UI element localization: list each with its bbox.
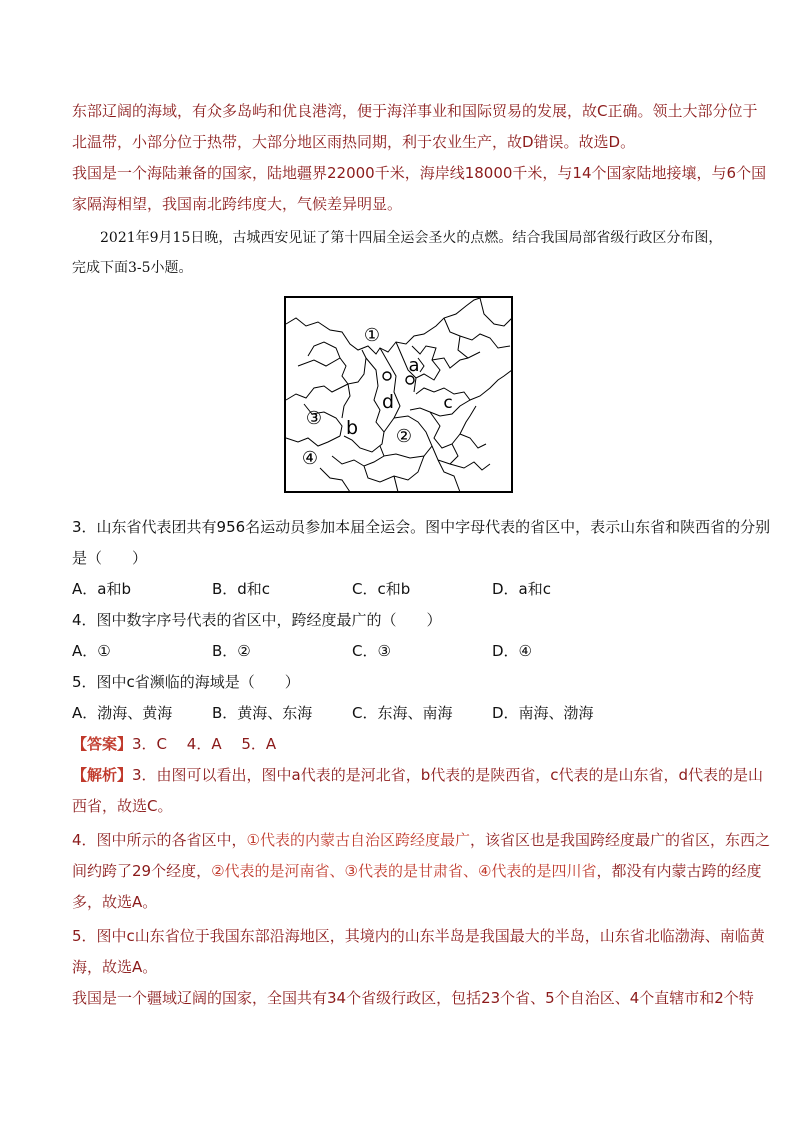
q5-option-d[interactable]: D．南海、渤海: [492, 704, 594, 722]
label-b: b: [345, 417, 359, 439]
analysis-4b: ②代表的是河南省、③代表的是甘肃省、④代表的是四川省: [211, 862, 597, 880]
q3-option-a[interactable]: A．a和b: [72, 580, 131, 598]
q5-option-c[interactable]: C．东海、南海: [352, 704, 453, 722]
q4-option-d[interactable]: D．④: [492, 642, 532, 660]
analysis-3c: ，该省区也是我国跨经度最广的省区，东西之: [470, 831, 771, 849]
analysis-tag: 【解析】: [72, 766, 133, 784]
analysis-4a: 间约跨了29个经度，: [72, 862, 212, 880]
label-3: ③: [305, 408, 323, 429]
analysis-line-7: 海，故选A。: [72, 958, 158, 976]
analysis-line-6: 5．图中c山东省位于我国东部沿海地区，其境内的山东半岛是我国最大的半岛，山东省北临渤海、南临黄: [72, 927, 765, 945]
prompt-line-2: 完成下面3-5小题。: [72, 260, 193, 276]
q3-stem-1: 3．山东省代表团共有956名运动员参加本届全运会。图中字母代表的省区中，表示山东省和陕西省的分别: [72, 518, 771, 536]
map-frame: [285, 297, 512, 492]
q5-option-b[interactable]: B．黄海、东海: [212, 704, 313, 722]
q4-option-a[interactable]: A．①: [72, 642, 111, 660]
q4-stem: 4．图中数字序号代表的省区中，跨经度最广的（ ）: [72, 611, 442, 629]
q3-stem-2: 是（ ）: [72, 549, 148, 567]
intro-line-4: 家隔海相望，我国南北跨纬度大，气候差异明显。: [72, 195, 403, 213]
label-a: a: [408, 355, 420, 376]
label-c: c: [443, 393, 453, 413]
q3-option-d[interactable]: D．a和c: [492, 580, 551, 598]
q4-option-b[interactable]: B．②: [212, 642, 251, 660]
q5-option-a[interactable]: A．渤海、黄海: [72, 704, 173, 722]
label-2: ②: [395, 426, 413, 447]
intro-line-2: 北温带，小部分位于热带，大部分地区雨热同期，利于农业生产，故D错误。故选D。: [72, 133, 636, 151]
analysis-text-1: 3．由图可以看出，图中a代表的是河北省，b代表的是陕西省，c代表的是山东省，d代表的是山: [132, 766, 764, 784]
answer-text: 3．C 4．A 5．A: [132, 735, 277, 753]
label-d: d: [381, 391, 395, 413]
province-map: [284, 296, 513, 493]
analysis-line-1: [72, 765, 763, 785]
analysis-line-3: [72, 830, 770, 850]
analysis-3b: ①代表的内蒙古自治区跨经度最广: [246, 831, 470, 849]
analysis-4c: ，都没有内蒙古跨的经度: [596, 862, 762, 880]
answer-line: [72, 734, 276, 754]
q3-option-b[interactable]: B．d和c: [212, 580, 271, 598]
q5-stem: 5．图中c省濒临的海域是（ ）: [72, 673, 300, 691]
analysis-line-8: 我国是一个疆域辽阔的国家，全国共有34个省级行政区，包括23个省、5个自治区、4个直辖市和2个特: [72, 989, 754, 1007]
prompt-line-1: 2021年9月15日晚，古城西安见证了第十四届全运会圣火的点燃。结合我国局部省级行政区分布图，: [100, 230, 723, 246]
analysis-line-5: 多，故选A。: [72, 893, 158, 911]
label-4: ④: [301, 448, 319, 469]
analysis-3a: 4．图中所示的各省区中，: [72, 831, 247, 849]
label-1: ①: [363, 325, 381, 346]
intro-line-3: 我国是一个海陆兼备的国家，陆地疆界22000千米，海岸线18000千米，与14个国家陆地接壤，与6个国: [72, 164, 767, 182]
q3-option-c[interactable]: C．c和b: [352, 580, 411, 598]
analysis-line-4: [72, 861, 761, 881]
intro-line-1: 东部辽阔的海域，有众多岛屿和优良港湾，便于海洋事业和国际贸易的发展，故C正确。领土大部分位于: [72, 102, 758, 120]
analysis-line-2: 西省，故选C。: [72, 797, 173, 815]
q4-option-c[interactable]: C．③: [352, 642, 391, 660]
answer-tag: 【答案】: [72, 735, 133, 753]
